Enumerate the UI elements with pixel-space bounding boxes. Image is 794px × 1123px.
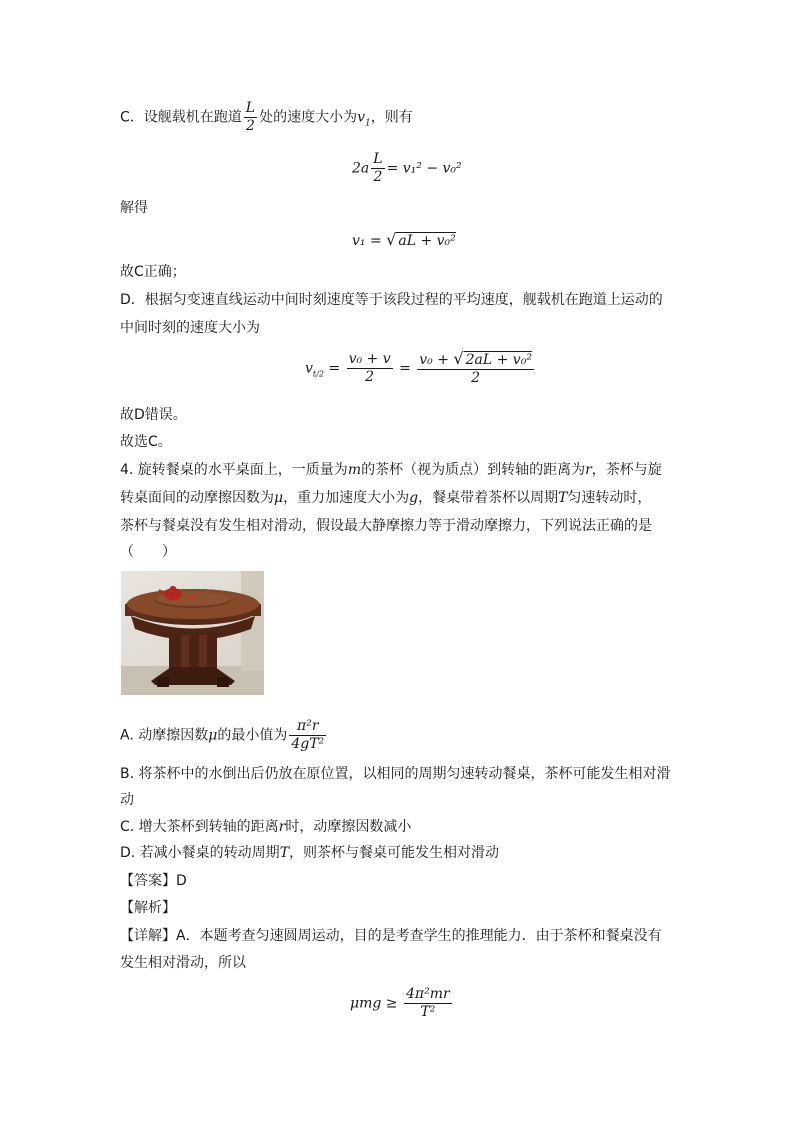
option-c: C. 增大茶杯到转轴的距离r时，动摩擦因数减小 bbox=[120, 819, 412, 835]
q4-answer-bracket: （ ） bbox=[120, 543, 176, 559]
rotating-table-photo-icon bbox=[121, 571, 264, 695]
c-analysis-line: C．设舰载机在跑道 $\frac{L}{2}$ 处的速度大小为$v_1$，则有 bbox=[120, 100, 413, 134]
answer-line: 故选C。 bbox=[120, 434, 172, 450]
option-b-line-2: 动 bbox=[120, 792, 134, 808]
answer-tag: 【答案】D bbox=[120, 873, 187, 889]
equation-3: $v_{t/2}$ = $\frac{\text{v₀ + v}}{2}$ = $\frac{\text{v₀ + √ 2aL + v₀²}}{2}$ bbox=[305, 349, 532, 386]
c-text-mid: 处的速度大小为 bbox=[259, 109, 358, 126]
c-text-pre: C．设舰载机在跑道 bbox=[120, 109, 242, 126]
solve-label: 解得 bbox=[120, 200, 148, 216]
option-b-line-1: B. 将茶杯中的水倒出后仍放在原位置，以相同的周期匀速转动餐桌，茶杯可能发生相对滑 bbox=[120, 766, 671, 782]
q4-line-1: 4. 旋转餐桌的水平桌面上，一质量为m的茶杯（视为质点）到转轴的距离为r，茶杯与旋 bbox=[120, 462, 662, 478]
analysis-tag: 【解析】 bbox=[120, 900, 176, 916]
equation-4: μmg ≥ $\frac{\text{4π²mr}}{\text{T²}}$ bbox=[350, 986, 450, 1020]
d-conclusion: 故D错误。 bbox=[120, 407, 187, 423]
q4-line-3: 茶杯与餐桌没有发生相对滑动，假设最大静摩擦力等于滑动摩擦力，下列说法正确的是 bbox=[120, 518, 652, 534]
detail-line-1: 【详解】A．本题考查匀速圆周运动，目的是考查学生的推理能力．由于茶杯和餐桌没有 bbox=[120, 928, 662, 944]
d-analysis-line-1: D．根据匀变速直线运动中间时刻速度等于该段过程的平均速度，舰载机在跑道上运动的 bbox=[120, 292, 663, 308]
equation-1: 2a $\frac{L}{2}$ = v₁² − v₀² bbox=[352, 151, 462, 185]
l-over-2-fraction: $\frac{L}{2}$ bbox=[245, 100, 256, 134]
v1-symbol: v bbox=[357, 109, 365, 126]
option-d: D. 若减小餐桌的转动周期T，则茶杯与餐桌可能发生相对滑动 bbox=[120, 845, 500, 861]
d-analysis-line-2: 中间时刻的速度大小为 bbox=[120, 320, 260, 336]
option-a: A. 动摩擦因数μ的最小值为 $\frac{\text{π²r}}{\text{4gT²}}$ bbox=[120, 718, 325, 752]
c-text-post: ，则有 bbox=[370, 109, 413, 126]
c-conclusion: 故C正确； bbox=[120, 264, 186, 280]
detail-line-2: 发生相对滑动，所以 bbox=[120, 955, 246, 971]
equation-2: v₁ = √ aL + v₀² bbox=[352, 230, 456, 249]
q4-line-2: 转桌面间的动摩擦因数为μ，重力加速度大小为g，餐桌带着茶杯以周期T匀速转动时， bbox=[120, 490, 652, 506]
